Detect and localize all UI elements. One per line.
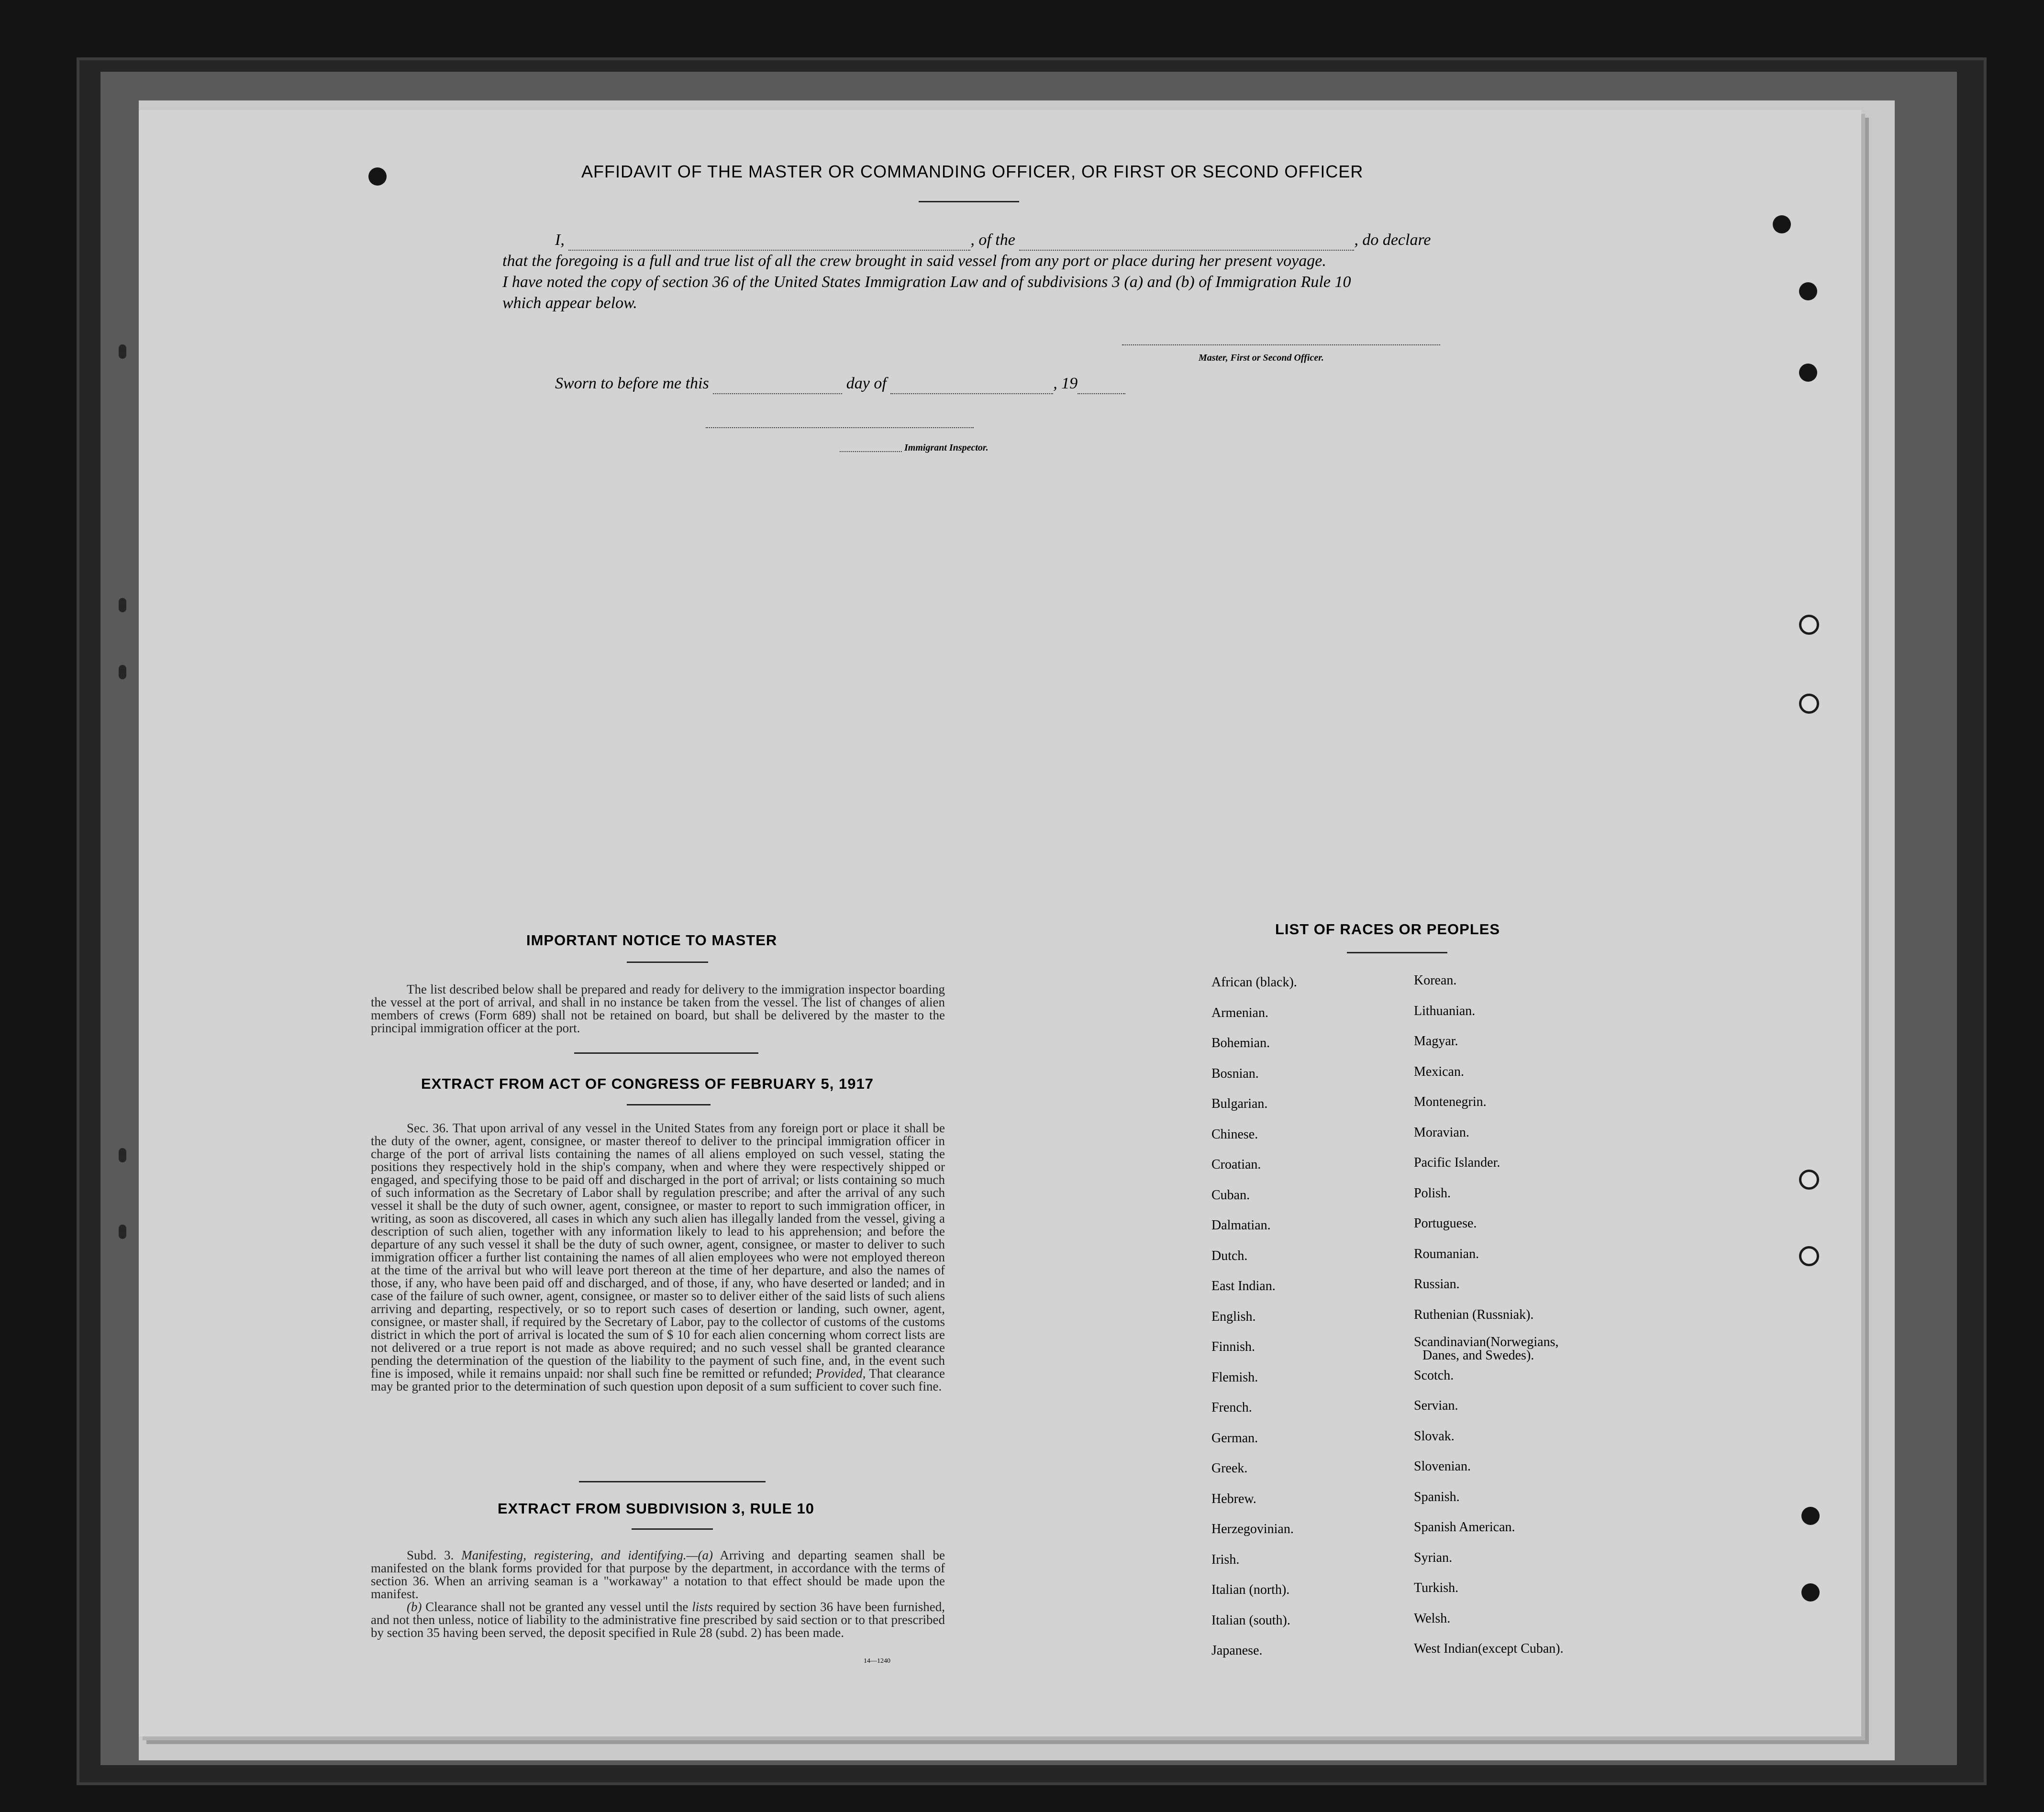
race-item: Chinese. bbox=[1211, 1127, 1258, 1142]
race-item: West Indian(except Cuban). bbox=[1414, 1641, 1564, 1656]
race-item: Greek. bbox=[1211, 1461, 1248, 1476]
inspector-signature-field-2[interactable] bbox=[840, 442, 902, 452]
punch-hole bbox=[1799, 1246, 1819, 1266]
master-signature-caption: Master, First or Second Officer. bbox=[1199, 353, 1324, 363]
punch-hole bbox=[1801, 1583, 1820, 1602]
race-item: Spanish American. bbox=[1414, 1520, 1515, 1535]
race-item: Ruthenian (Russniak). bbox=[1414, 1307, 1534, 1322]
punch-hole bbox=[1799, 364, 1817, 382]
punch-hole bbox=[1799, 694, 1819, 714]
section-label: Sec. 36. bbox=[407, 1121, 449, 1135]
race-item: Turkish. bbox=[1414, 1580, 1459, 1595]
race-item: Korean. bbox=[1414, 973, 1457, 988]
punch-hole bbox=[1799, 1170, 1819, 1190]
affidavit-title: AFFIDAVIT OF THE MASTER OR COMMANDING OFFICER, OR FIRST OR SECOND OFFICER bbox=[581, 162, 1364, 181]
race-item: Welsh. bbox=[1414, 1611, 1451, 1626]
race-item: Flemish. bbox=[1211, 1370, 1258, 1385]
affidavit-line-1 bbox=[502, 230, 1445, 251]
race-item: Dutch. bbox=[1211, 1248, 1248, 1263]
affidavit-line-3: I have noted the copy of section 36 of the United States Immigration Law and of subdivisions 3 (a) and (b) of Immigration Rule 10 bbox=[502, 273, 1351, 291]
notice-title: IMPORTANT NOTICE TO MASTER bbox=[526, 932, 778, 949]
race-item: Dalmatian. bbox=[1211, 1218, 1271, 1233]
race-item: Armenian. bbox=[1211, 1005, 1268, 1020]
punch-hole bbox=[1773, 215, 1791, 233]
rule-b-label: (b) bbox=[407, 1600, 422, 1614]
race-item: Mexican. bbox=[1414, 1064, 1464, 1079]
binding-tab bbox=[119, 344, 126, 359]
punch-hole bbox=[1799, 282, 1817, 300]
race-item: African (black). bbox=[1211, 975, 1297, 990]
race-item: Montenegrin. bbox=[1414, 1094, 1487, 1109]
race-item: Croatian. bbox=[1211, 1157, 1261, 1172]
race-item: Pacific Islander. bbox=[1414, 1155, 1500, 1170]
rule-b-text-2: required by section 36 have been furnished, and not then unless, notice of liability to the administrative fine prescribed by said section or to that prescribed by section 35 having been served, the deposit specified in Rule 28 (subd. 2) has been made. bbox=[371, 1600, 945, 1640]
sworn-line bbox=[555, 373, 1498, 394]
race-item bbox=[1414, 1330, 1564, 1363]
race-item: Bosnian. bbox=[1211, 1066, 1259, 1081]
affidavit-line-4: which appear below. bbox=[502, 294, 637, 312]
binding-tab bbox=[119, 665, 126, 679]
race-item: East Indian. bbox=[1211, 1279, 1276, 1293]
race-item: Spanish. bbox=[1414, 1489, 1460, 1504]
subd-label: Subd. 3. bbox=[407, 1548, 454, 1562]
title-divider bbox=[919, 201, 1019, 202]
sworn-month-field[interactable] bbox=[890, 379, 1053, 394]
act-extract-title: EXTRACT FROM ACT OF CONGRESS OF FEBRUARY 5, 1917 bbox=[421, 1075, 874, 1092]
race-item-line: Scandinavian(Norwegians, bbox=[1414, 1335, 1559, 1349]
races-left-column bbox=[1211, 967, 1297, 1666]
affidavit-of-label: , of the bbox=[970, 231, 1015, 249]
race-item-line: Danes, and Swedes). bbox=[1422, 1348, 1534, 1363]
provided-label: Provided, bbox=[815, 1366, 866, 1381]
name-blank-field[interactable] bbox=[568, 235, 970, 251]
affidavit-declare-label: , do declare bbox=[1354, 231, 1431, 249]
lists-word: lists bbox=[692, 1600, 713, 1614]
race-item: Russian. bbox=[1414, 1277, 1460, 1292]
race-item: Moravian. bbox=[1414, 1125, 1469, 1140]
day-of-label: day of bbox=[846, 375, 887, 392]
race-item: Bohemian. bbox=[1211, 1036, 1270, 1050]
race-item: German. bbox=[1211, 1430, 1258, 1446]
year-label: , 19 bbox=[1053, 375, 1078, 392]
rule-text-a bbox=[371, 1549, 945, 1601]
race-item: Lithuanian. bbox=[1414, 1003, 1476, 1018]
race-item: Bulgarian. bbox=[1211, 1096, 1268, 1111]
punch-hole bbox=[368, 167, 387, 186]
rule-divider bbox=[632, 1528, 713, 1530]
race-item: Hebrew. bbox=[1211, 1491, 1256, 1506]
notice-divider bbox=[627, 961, 708, 963]
race-item: Finnish. bbox=[1211, 1339, 1255, 1354]
race-item: Scotch. bbox=[1414, 1368, 1454, 1383]
race-item: Slovenian. bbox=[1414, 1459, 1471, 1474]
race-item: English. bbox=[1211, 1309, 1256, 1324]
rule-extract-title: EXTRACT FROM SUBDIVISION 3, RULE 10 bbox=[498, 1500, 814, 1517]
punch-hole bbox=[1799, 615, 1819, 635]
race-item: French. bbox=[1211, 1400, 1252, 1415]
race-item: Italian (south). bbox=[1211, 1613, 1290, 1628]
races-right-column bbox=[1414, 965, 1564, 1664]
master-signature-field[interactable] bbox=[1122, 335, 1440, 345]
sworn-label: Sworn to before me this bbox=[555, 375, 709, 392]
sworn-year-field[interactable] bbox=[1078, 379, 1125, 394]
vessel-blank-field[interactable] bbox=[1019, 235, 1354, 251]
race-item: Roumanian. bbox=[1414, 1246, 1479, 1261]
race-item: Slovak. bbox=[1414, 1428, 1455, 1444]
punch-hole bbox=[1801, 1507, 1820, 1525]
notice-text: The list described below shall be prepared and ready for delivery to the immigration inspector boarding the vessel at the port of arrival, and shall in no instance be taken from the vessel. The list of changes of alien members of crews (Form 689) shall not be retained on board, but shall be delivered by the master to the principal immigration officer at the port. bbox=[371, 982, 945, 1035]
act-extract-text bbox=[371, 1122, 945, 1393]
rule-b-text-1: Clearance shall not be granted any vessel until the bbox=[425, 1600, 689, 1614]
act-divider bbox=[627, 1104, 711, 1105]
binding-tab bbox=[119, 598, 126, 612]
race-item: Syrian. bbox=[1414, 1550, 1453, 1565]
document-page bbox=[139, 110, 1861, 1736]
section-divider-2 bbox=[579, 1481, 766, 1482]
affidavit-i-label: I, bbox=[555, 231, 565, 249]
sworn-day-field[interactable] bbox=[713, 379, 842, 394]
rule-heading: Manifesting, registering, and identifying.—(a) bbox=[461, 1548, 713, 1562]
race-item: Cuban. bbox=[1211, 1187, 1250, 1203]
rule-text-b bbox=[371, 1601, 945, 1639]
race-item: Herzegovinian. bbox=[1211, 1522, 1294, 1536]
section-divider bbox=[574, 1052, 758, 1054]
rule-a-text: Arriving and departing seamen shall be manifested on the blank forms provided for that purpose by the department, in accordance with the terms of section 36. When an arriving seaman is a "workaway" a notation to that effect should be made upon the manifest. bbox=[371, 1548, 945, 1601]
races-title: LIST OF RACES OR PEOPLES bbox=[1275, 921, 1500, 938]
inspector-caption: Immigrant Inspector. bbox=[904, 442, 989, 453]
affidavit-line-2: that the foregoing is a full and true list of all the crew brought in said vessel from any port or place during her present voyage. bbox=[502, 252, 1326, 270]
race-item: Portuguese. bbox=[1414, 1216, 1477, 1231]
section-36-text-2: That clearance may be granted prior to the determination of such question upon deposit of a sum sufficient to cover such fine. bbox=[371, 1366, 945, 1393]
form-number: 14—1240 bbox=[864, 1657, 890, 1665]
binding-tab bbox=[119, 1225, 126, 1239]
binding-tab bbox=[119, 1148, 126, 1162]
inspector-signature-field[interactable] bbox=[706, 419, 974, 428]
race-item: Magyar. bbox=[1414, 1034, 1458, 1049]
section-36-text: That upon arrival of any vessel in the United States from any foreign port or place it shall be the duty of the owner, agent, consignee, or master thereof to deliver to the principal immigration officer in charge of the port of arrival lists containing the names of all aliens employed on such vessel, stating the positions they respectively hold in the ship's company, when and where they were respectively shipped or engaged, and specifying those to be paid off and discharged in the port of arrival; or lists containing so much of such information as the Secretary of Labor shall by regulation prescribe; and after the arrival of any such vessel it shall be the duty of such owner, agent, consignee, or master to report to such immigration officer, in writing, as soon as discovered, all cases in which any such alien has illegally landed from the vessel, giving a description of such alien, together with any information likely to lead to his apprehension; and before the departure of any such vessel it shall be the duty of such owner, agent, consignee, or master to deliver to such immigration officer a further list containing the names of all alien employees who were not employed thereon at the time of the arrival but who will leave port thereon at the time of her departure, and also the names of those, if any, who have been paid off and discharged, and of those, if any, who have deserted or landed; and in case of the failure of such owner, agent, consignee, or master so to deliver either of the said lists of such aliens arriving and departing, respectively, or so to report such cases of desertion or landing, such owner, agent, consignee, or master shall, if required by the Secretary of Labor, pay to the collector of customs of the customs district in which the port of arrival is located the sum of $ 10 for each alien concerning whom correct lists are not delivered or a true report is not made as above required; and no such vessel shall be granted clearance pending the determination of the question of the liability to the payment of such fine, and, in the event such fine is imposed, while it remains unpaid: nor shall such fine be remitted or refunded; bbox=[371, 1121, 945, 1381]
race-item: Japanese. bbox=[1211, 1643, 1263, 1658]
race-item: Servian. bbox=[1414, 1398, 1458, 1413]
race-item: Italian (north). bbox=[1211, 1582, 1290, 1597]
races-divider bbox=[1347, 952, 1447, 953]
race-item: Irish. bbox=[1211, 1552, 1240, 1567]
race-item: Polish. bbox=[1414, 1185, 1451, 1201]
